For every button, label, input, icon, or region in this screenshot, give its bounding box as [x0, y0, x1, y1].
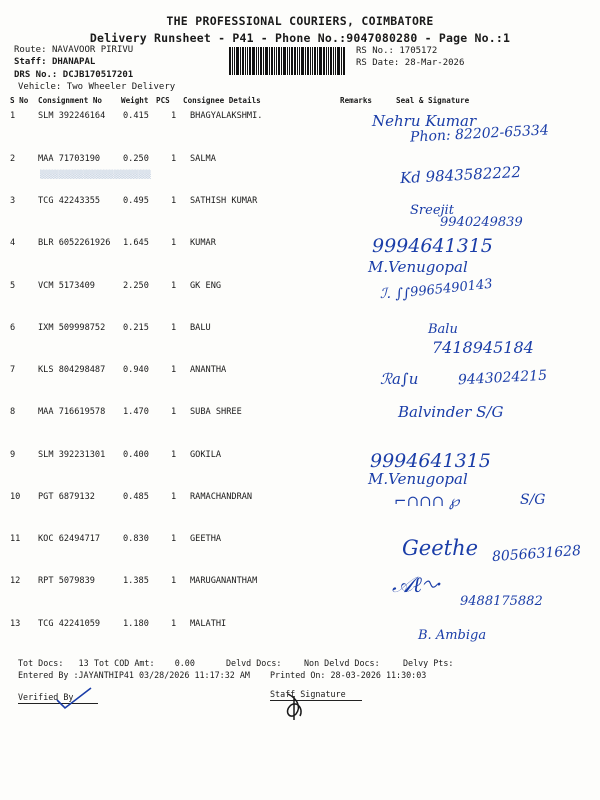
row-pcs: 1 [171, 281, 177, 291]
row-sno: 10 [10, 492, 21, 502]
handwriting-r9-name: M.Venugopal [368, 470, 468, 488]
table-row [0, 281, 600, 323]
handwriting-r1-sign: Nehru Kumar [372, 112, 477, 130]
row-weight: 1.470 [123, 407, 149, 417]
handwriting-r13: B. Ambiga [418, 628, 487, 643]
handwriting-r9-phone: 9994641315 [370, 450, 491, 472]
handwriting-r5-phone: 9965490143 [409, 276, 494, 301]
table-row [0, 619, 600, 661]
row-consignee: GOKILA [190, 450, 222, 460]
handwriting-r1-phone: Phon: 82202-65334 [409, 122, 550, 146]
row-pcs: 1 [171, 323, 177, 333]
handwriting-r12-phone: 9488175882 [460, 594, 543, 609]
handwriting-r8: Balvinder S/G [398, 403, 504, 421]
row-consignment-no: KLS 804298487 [38, 365, 106, 375]
row-sno: 7 [10, 365, 16, 375]
tot-cod: Tot COD Amt: 0.00 [94, 658, 195, 668]
row-consignee: SALMA [190, 154, 216, 164]
row-weight: 0.940 [123, 365, 149, 375]
handwriting-r12-sign: 𝒜ℓ∿· [392, 573, 443, 598]
row-consignment-no: TCG 42243355 [38, 196, 101, 206]
page-title: THE PROFESSIONAL COURIERS, COIMBATORE [166, 14, 434, 28]
row-weight: 1.180 [123, 619, 149, 629]
row-weight: 0.830 [123, 534, 149, 544]
table-row [0, 407, 600, 449]
handwriting-r3-sign: Sreejit [410, 203, 454, 218]
row-consignee: GK ENG [190, 281, 222, 291]
row-consignee: GEETHA [190, 534, 222, 544]
row-pcs: 1 [171, 154, 177, 164]
row-sno: 3 [10, 196, 16, 206]
row-consignment-no: MAA 71703190 [38, 154, 101, 164]
row-sno: 4 [10, 238, 16, 248]
delvd-docs: Delvd Docs: [226, 658, 282, 668]
handwriting-r11-sign: Geethe [402, 536, 479, 560]
row-pcs: 1 [171, 534, 177, 544]
handwriting-r4-phone: 9994641315 [372, 235, 493, 257]
row-consignee: ANANTHA [190, 365, 227, 375]
handwriting-r10-sg: S/G [520, 492, 546, 508]
row-weight: 0.415 [123, 111, 149, 121]
row-weight: 2.250 [123, 281, 149, 291]
row-sno: 6 [10, 323, 16, 333]
row-consignee: KUMAR [190, 238, 216, 248]
row-pcs: 1 [171, 365, 177, 375]
col-consignment: Consignment No [38, 96, 103, 105]
drs-line: DRS No.: DCJB170517201 [14, 70, 134, 80]
verified-by-label: Verified By [18, 692, 98, 704]
col-weight: Weight [121, 96, 149, 105]
handwriting-r7-sign: ℛa∫u [380, 370, 419, 388]
row-sno: 5 [10, 281, 16, 291]
row-sno: 2 [10, 154, 16, 164]
row-sno: 8 [10, 407, 16, 417]
staff-signature-label: Staff Signature [270, 689, 362, 701]
delvy-pts: Delvy Pts: [403, 658, 454, 668]
row-sno: 9 [10, 450, 16, 460]
row-pcs: 1 [171, 576, 177, 586]
row-consignee: MARUGANANTHAM [190, 576, 258, 586]
row-pcs: 1 [171, 492, 177, 502]
row-consignment-no: IXM 509998752 [38, 323, 106, 333]
table-row [0, 492, 600, 534]
row-pcs: 1 [171, 238, 177, 248]
row-consignee: MALATHI [190, 619, 227, 629]
handwriting-r11-phone: 8056631628 [491, 542, 582, 566]
row-pcs: 1 [171, 407, 177, 417]
row-consignee: SATHISH KUMAR [190, 196, 258, 206]
non-delvd-docs: Non Delvd Docs: [304, 658, 380, 668]
row-weight: 0.485 [123, 492, 149, 502]
row-pcs: 1 [171, 619, 177, 629]
staff-line: Staff: DHANAPAL [14, 57, 96, 67]
table-row [0, 238, 600, 280]
row-pcs: 1 [171, 111, 177, 121]
row-consignment-no: TCG 42241059 [38, 619, 101, 629]
verified-check-icon [55, 686, 95, 712]
row-sno: 12 [10, 576, 21, 586]
row-consignee: RAMACHANDRAN [190, 492, 253, 502]
row-weight: 1.385 [123, 576, 149, 586]
barcode [229, 47, 351, 75]
handwriting-r6-phone: 7418945184 [432, 338, 534, 357]
tot-docs: Tot Docs: 13 [18, 658, 89, 668]
row-consignment-no: MAA 716619578 [38, 407, 106, 417]
row-sno: 13 [10, 619, 21, 629]
handwriting-r3-phone: 9940249839 [440, 215, 523, 230]
row-sno: 11 [10, 534, 21, 544]
vehicle-line: Vehicle: Two Wheeler Delivery [18, 82, 176, 92]
row-pcs: 1 [171, 450, 177, 460]
row-weight: 0.400 [123, 450, 149, 460]
handwriting-r6-name: Balu [428, 322, 458, 337]
handwriting-r7-phone: 9443024215 [457, 367, 548, 389]
col-pcs: PCS [156, 96, 170, 105]
row-consignment-no: SLM 392231301 [38, 450, 106, 460]
col-seal-signature: Seal & Signature [396, 96, 470, 105]
handwriting-r5-sign: ℐ. ∫∫ [380, 286, 411, 302]
row-consignee: SUBA SHREE [190, 407, 242, 417]
row-consignment-no: KOC 62494717 [38, 534, 101, 544]
row-consignee: BHAGYALAKSHMI. [190, 111, 263, 121]
row-consignment-no: SLM 392246164 [38, 111, 106, 121]
row-consignee: BALU [190, 323, 211, 333]
row-weight: 0.215 [123, 323, 149, 333]
col-sno: S No [10, 96, 29, 105]
rs-date-line: RS Date: 28-Mar-2026 [356, 58, 465, 68]
row-pcs: 1 [171, 196, 177, 206]
row-sno: 1 [10, 111, 16, 121]
row-consignment-no: RPT 5079839 [38, 576, 95, 586]
row-weight: 0.250 [123, 154, 149, 164]
route-line: Route: NAVAVOOR PIRIVU [14, 45, 134, 55]
staff-signature-scribble-icon [282, 692, 308, 722]
row-consignment-no: VCM 5173409 [38, 281, 95, 291]
row-weight: 1.645 [123, 238, 149, 248]
table-row [0, 450, 600, 492]
col-remarks: Remarks [340, 96, 373, 105]
faint-stamp: ▒▒▒▒▒▒▒▒▒▒▒▒▒▒▒▒▒▒ [40, 170, 151, 179]
handwriting-r2: Kd 9843582222 [399, 162, 522, 188]
row-consignment-no: BLR 6052261926 [38, 238, 111, 248]
row-consignment-no: PGT 6879132 [38, 492, 95, 502]
printed-on: Printed On: 28-03-2026 11:30:03 [270, 670, 427, 680]
row-weight: 0.495 [123, 196, 149, 206]
entered-by: Entered By :JAYANTHIP41 03/28/2026 11:17:32 AM [18, 670, 250, 680]
runsheet-subtitle: Delivery Runsheet - P41 - Phone No.:9047080280 - Page No.:1 [89, 31, 511, 45]
handwriting-r4-name: M.Venugopal [368, 258, 468, 276]
handwriting-r10-sign: ⌐∩∩∩ ℘ [394, 492, 460, 510]
rs-no-line: RS No.: 1705172 [356, 46, 438, 56]
col-consignee: Consignee Details [183, 96, 261, 105]
